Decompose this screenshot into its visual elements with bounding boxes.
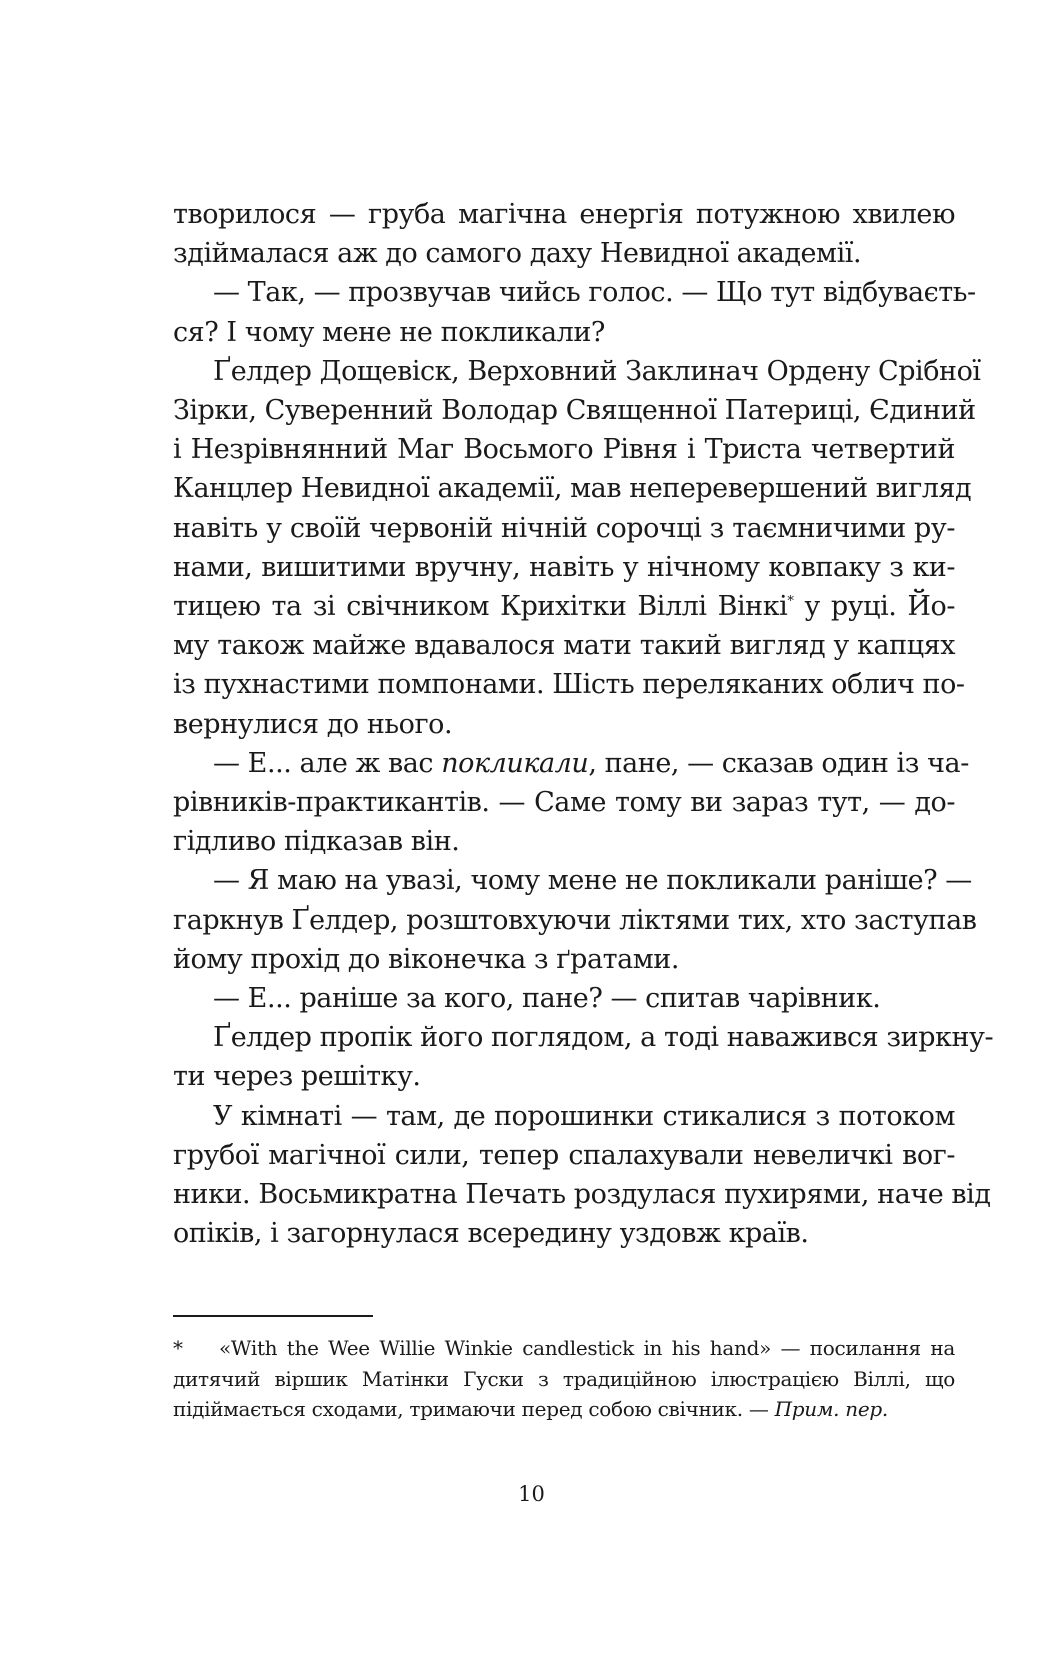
text-line: із пухнастими помпонами. Шість переляканих облич по- <box>173 669 965 701</box>
paragraph-2 <box>173 273 976 351</box>
text-segment: «With the Wee Willie Winkie candlestick in his hand» — посилання на <box>219 1336 955 1360</box>
paragraph-1 <box>173 195 955 273</box>
italic-note: Прим. пер. <box>774 1397 888 1421</box>
footnote-line <box>173 1394 955 1425</box>
text-line: і Незрівнянний Маг Восьмого Рівня і Триста четвертий <box>173 434 955 466</box>
text-segment: у руці. Йо- <box>804 591 955 623</box>
footnote-line <box>173 1333 955 1364</box>
paragraph-3 <box>173 352 981 744</box>
text-segment: , пане, — сказав один із ча- <box>588 747 969 779</box>
footnote-marker[interactable]: * <box>787 594 794 610</box>
main-text <box>173 195 994 1253</box>
italic-word: покликали <box>441 747 589 779</box>
text-line: Зірки, Суверенний Володар Священної Патериці, Єдиний <box>173 395 976 427</box>
text-line: ти через решітку. <box>173 1061 421 1093</box>
paragraph-8 <box>173 1097 991 1254</box>
text-segment: підіймається сходами, тримаючи перед собою свічник. — <box>173 1397 775 1421</box>
page-number: 10 <box>518 1482 545 1506</box>
text-line: — Я маю на увазі, чому мене не покликали раніше? — <box>213 865 972 897</box>
paragraph-5 <box>173 861 977 979</box>
text-segment: тицею та зі свічником Крихітки Віллі Вінкі <box>173 591 788 623</box>
paragraph-4 <box>173 744 969 862</box>
paragraph-7 <box>173 1018 994 1096</box>
text-line: гідливо підказав він. <box>173 826 460 858</box>
text-line: ся? І чому мене не покликали? <box>173 316 605 348</box>
text-line: му також майже вдавалося мати такий вигляд у капцях <box>173 630 955 662</box>
text-line: гаркнув Ґелдер, розштовхуючи ліктями тих, хто заступав <box>173 904 977 936</box>
text-segment: — Е... але ж вас <box>213 747 442 779</box>
text-line: Ґелдер пропік його поглядом, а тоді наважився зиркну- <box>213 1022 994 1054</box>
footnote-divider <box>173 1315 373 1317</box>
text-line: нами, вишитими вручну, навіть у нічному ковпаку з ки- <box>173 551 955 583</box>
text-line: — Так, — прозвучав чийсь голос. — Що тут відбуваєть- <box>213 277 976 309</box>
text-line: вернулися до нього. <box>173 708 453 740</box>
text-line: Канцлер Невидної академії, мав неперевершений вигляд <box>173 473 972 505</box>
footnote-marker-label: * <box>173 1336 183 1360</box>
text-line: опіків, і загорнулася всередину уздовж країв. <box>173 1218 809 1250</box>
text-line: грубої магічної сили, тепер спалахували невеличкі вог- <box>173 1139 955 1171</box>
paragraph-6 <box>173 979 955 1018</box>
text-line: йому прохід до віконечка з ґратами. <box>173 943 679 975</box>
text-line: Ґелдер Дощевіск, Верховний Заклинач Ордену Срібної <box>213 355 981 387</box>
footnote <box>173 1333 955 1425</box>
text-line: У кімнаті — там, де порошинки стикалися з потоком <box>213 1100 955 1132</box>
footnote-line: дитячий віршик Матінки Гуски з традиційною ілюстрацією Віллі, що <box>173 1366 955 1391</box>
text-line: ники. Восьмикратна Печать роздулася пухирями, наче від <box>173 1179 991 1211</box>
text-line <box>173 587 955 626</box>
text-line: навіть у своїй червоній нічній сорочці з таємничими ру- <box>173 512 955 544</box>
text-line: рівників-практикантів. — Саме тому ви зараз тут, — до- <box>173 787 955 819</box>
text-line: — Е... раніше за кого, пане? — спитав чарівник. <box>213 983 881 1015</box>
text-line <box>173 744 969 783</box>
text-line: здіймалася аж до самого даху Невидної академії. <box>173 238 862 270</box>
text-line: творилося — груба магічна енергія потужною хвилею <box>173 199 955 230</box>
